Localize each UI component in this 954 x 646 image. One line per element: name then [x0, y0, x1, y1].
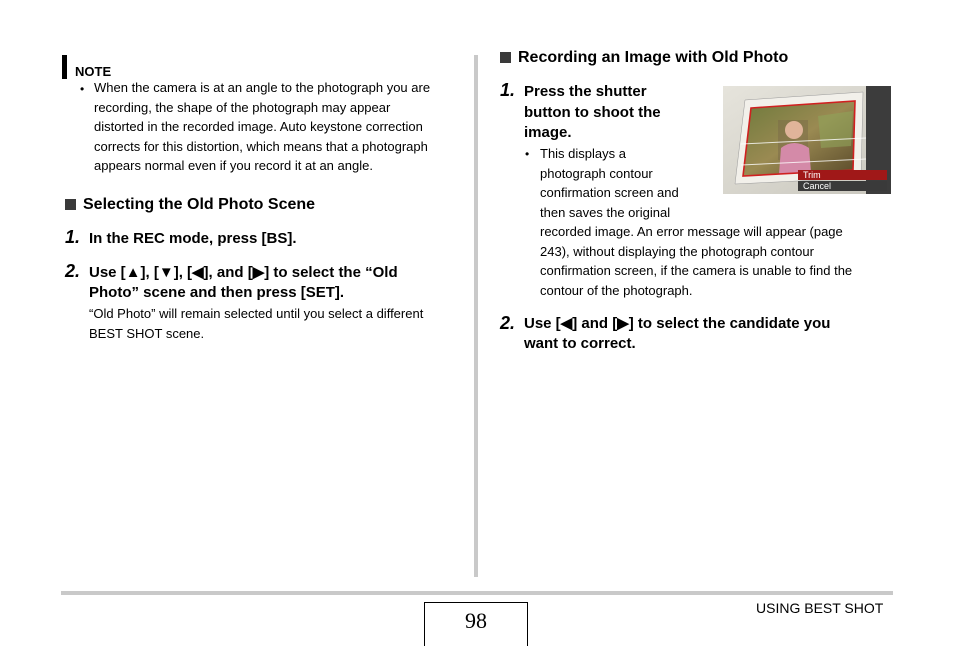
step-text — [89, 263, 398, 303]
subtext-line: 243), without displaying the photograph contour — [540, 243, 814, 259]
section-heading-text: Selecting the Old Photo Scene — [83, 196, 316, 213]
note-bullet: • — [80, 82, 85, 96]
step-text-line: image. — [524, 124, 572, 141]
section-heading-text: Recording an Image with Old Photo — [518, 49, 789, 66]
step-text-line: Use [▲], [▼], [◀], and [▶] to select the “Old — [89, 264, 398, 281]
camera-screen-illustration — [723, 86, 891, 194]
step-subtext — [89, 304, 423, 343]
square-bullet-icon — [65, 199, 76, 210]
note-line: recording, the shape of the photograph may appear — [94, 99, 391, 115]
square-bullet-icon — [500, 52, 511, 63]
subtext-line: then saves the original — [540, 204, 671, 220]
step-text-line: want to correct. — [524, 335, 636, 352]
step-bullet: • — [525, 147, 530, 161]
step-text-line: button to shoot the — [524, 103, 661, 121]
step-number: 1. — [65, 227, 81, 247]
subtext-line: This displays a — [540, 146, 626, 161]
step-number: 1. — [500, 80, 516, 100]
subtext-line: contour of the photograph. — [540, 282, 693, 298]
column-divider — [474, 55, 478, 577]
note-line: distorted in the recorded image. Auto keystone correction — [94, 119, 423, 134]
subtext-line: confirmation screen and — [540, 185, 679, 200]
footer-rule — [61, 591, 893, 595]
subtext-line: confirmation screen, if the camera is unable to find the — [540, 263, 853, 278]
step-text-line: Photo” scene and then press [SET]. — [89, 284, 345, 301]
subtext-line: “Old Photo” will remain selected until you select a different — [89, 306, 424, 321]
step-text: In the REC mode, press [BS]. — [89, 230, 297, 247]
step-text — [524, 314, 830, 354]
screen-menu-cancel: Cancel — [803, 181, 832, 191]
subtext-line: photograph contour — [540, 165, 653, 181]
section-heading-old-photo — [500, 49, 788, 67]
screen-menu-trim: Trim — [803, 170, 821, 180]
note-line: appears normal even if you record it at an angle. — [94, 158, 373, 173]
note-line: corrects for this distortion, which means that a photograph — [94, 138, 428, 154]
note-line: When the camera is at an angle to the photograph you are — [94, 80, 431, 95]
step-number: 2. — [65, 261, 81, 281]
step-text-line: Press the shutter — [524, 83, 647, 100]
note-marker-bar — [62, 55, 67, 79]
subtext-line: BEST SHOT scene. — [89, 325, 205, 341]
note-label: NOTE — [75, 64, 112, 79]
step-number: 2. — [500, 313, 516, 333]
step-text — [524, 82, 661, 144]
section-heading-select-scene — [65, 196, 315, 214]
subtext-line: recorded image. An error message will appear (page — [540, 224, 843, 239]
note-text — [94, 78, 464, 176]
page-number: 98 — [424, 602, 528, 646]
footer-section-label: USING BEST SHOT — [756, 600, 884, 616]
step-text-line: Use [◀] and [▶] to select the candidate you — [524, 315, 831, 332]
